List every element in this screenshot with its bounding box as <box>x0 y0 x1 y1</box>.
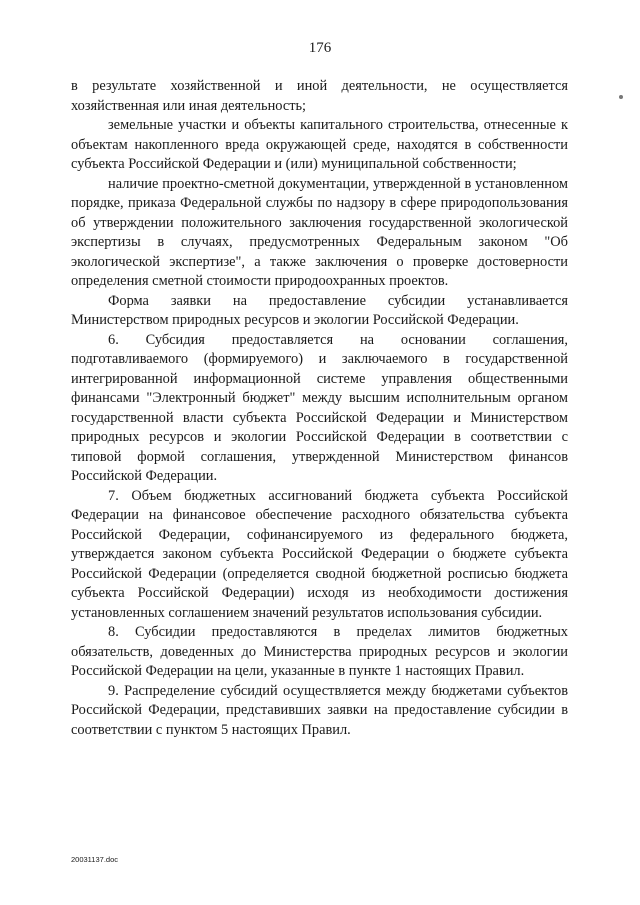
page-number: 176 <box>308 40 332 56</box>
paragraph-item-7: 7. Объем бюджетных ассигнований бюджета субъекта Российской Федерации на финансовое обеспечение расходного обязательства субъекта Российской Федерации, софинансируемого из федерального бюджета, утверждается законом субъекта Российской Федерации о бюджете субъекта Российской Федерации (определяется сводной бюджетной росписью бюджета субъекта Российской Федерации) исходя из необходимости достижения установленных соглашением значений результатов использования субсидии. <box>71 487 568 621</box>
paragraph-item-8: 8. Субсидии предоставляются в пределах лимитов бюджетных обязательств, доведенных до Министерства природных ресурсов и экологии Российской Федерации на цели, указанные в пункте 1 настоящих Правил. <box>71 624 568 679</box>
paragraph-item-9: 9. Распределение субсидий осуществляется между бюджетами субъектов Российской Федерации, представивших заявки на предоставление субсидии в соответствии с пунктом 5 настоящих Правил. <box>71 682 568 738</box>
margin-dot-mark <box>619 95 623 99</box>
paragraph-item-6: 6. Субсидия предоставляется на основании соглашения, подготавливаемого (формируемого) и заключаемого в государственной интегрированной информационной системе управления общественными финансами "Электронный бюджет" между высшим исполнительным органом государственной власти субъекта Российской Федерации и Министерством природных ресурсов и экологии Российской Федерации в соответствии с типовой формой соглашения, утвержденной Министерством финансов Российской Федерации. <box>71 331 568 484</box>
document-body <box>71 77 568 740</box>
paragraph-application-form: Форма заявки на предоставление субсидии устанавливается Министерством природных ресурсов и экологии Российской Федерации. <box>71 292 568 328</box>
paragraph-design-documentation: наличие проектно-сметной документации, утвержденной в установленном порядке, приказа Федеральной службы по надзору в сфере природопользования об утверждении положительного заключения государственной экологической экспертизы в случаях, предусмотренных Федеральным законом "Об экологической экспертизе", а также заключения о проверке достоверности определения сметной стоимости природоохранных проектов. <box>71 175 568 289</box>
paragraph-continuation: в результате хозяйственной и иной деятельности, не осуществляется хозяйственная или иная деятельность; <box>71 78 568 114</box>
file-name-footer: 20031137.doc <box>71 855 118 864</box>
paragraph-land-plots: земельные участки и объекты капитального строительства, отнесенные к объектам накопленного вреда окружающей среде, находятся в собственности субъекта Российской Федерации и (или) муниципальной собственности; <box>71 117 568 172</box>
